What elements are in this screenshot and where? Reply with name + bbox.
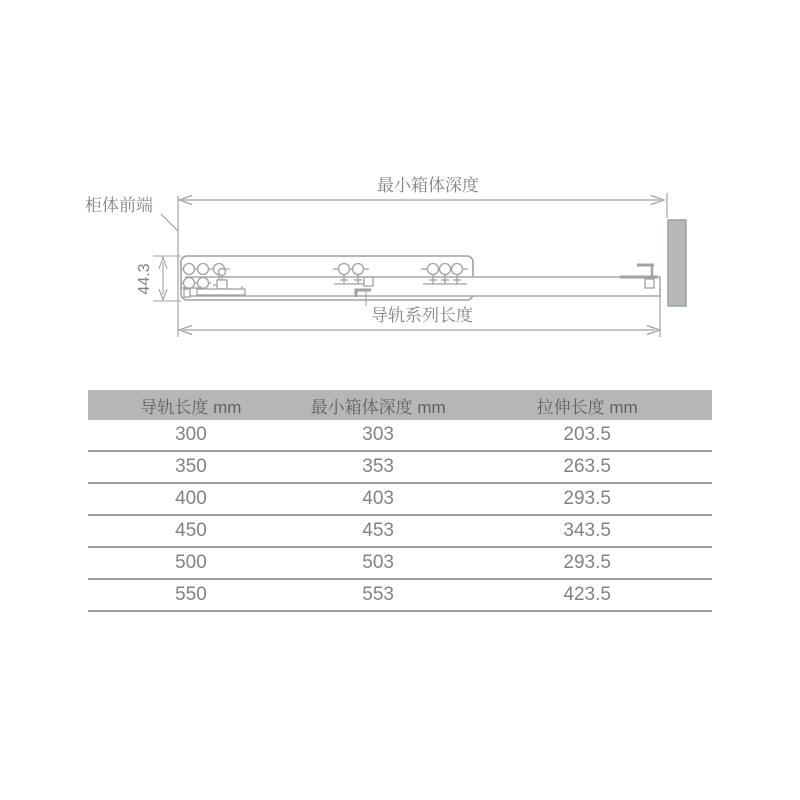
- cabinet-front-label: 柜体前端: [85, 196, 153, 215]
- table-cell: 300: [88, 420, 294, 451]
- table-row: [88, 420, 712, 451]
- table-cell: 403: [294, 483, 462, 515]
- leader-line: [161, 214, 178, 231]
- table-row: [88, 547, 712, 579]
- rail-series-length-label: 导轨系列长度: [371, 306, 473, 325]
- table-cell: 450: [88, 515, 294, 547]
- table-cell: 550: [88, 579, 294, 611]
- table-row: [88, 515, 712, 547]
- table-cell: 553: [294, 579, 462, 611]
- table-row: [88, 579, 712, 611]
- header-rail-length: 导轨长度 mm: [88, 390, 294, 420]
- rail-height-value: 44.3: [136, 263, 153, 295]
- table-cell: 400: [88, 483, 294, 515]
- table-cell: 503: [294, 547, 462, 579]
- table-cell: 263.5: [462, 451, 712, 483]
- cabinet-back-panel: [668, 220, 686, 306]
- table-cell: 453: [294, 515, 462, 547]
- spec-table: [88, 390, 712, 612]
- top-dimension: [179, 176, 667, 218]
- table-cell: 203.5: [462, 420, 712, 451]
- header-min-box-depth: 最小箱体深度 mm: [294, 390, 462, 420]
- table-cell: 293.5: [462, 483, 712, 515]
- inner-rail: [186, 277, 660, 296]
- table-row: [88, 451, 712, 483]
- table-cell: 423.5: [462, 579, 712, 611]
- table-cell: 500: [88, 547, 294, 579]
- header-extension-length: 拉伸长度 mm: [462, 390, 712, 420]
- height-dimension: [136, 256, 181, 301]
- drawer-slide-technical-drawing: [0, 0, 800, 370]
- min-box-depth-label: 最小箱体深度: [377, 176, 479, 195]
- table-cell: 303: [294, 420, 462, 451]
- table-cell: 343.5: [462, 515, 712, 547]
- table-cell: 350: [88, 451, 294, 483]
- cabinet-front: [85, 196, 178, 337]
- table-cell: 293.5: [462, 547, 712, 579]
- bottom-dimension: [179, 306, 660, 335]
- rear-mount-bracket: [620, 265, 660, 337]
- table-cell: 353: [294, 451, 462, 483]
- table-row: [88, 483, 712, 515]
- table-header-row: [88, 390, 712, 420]
